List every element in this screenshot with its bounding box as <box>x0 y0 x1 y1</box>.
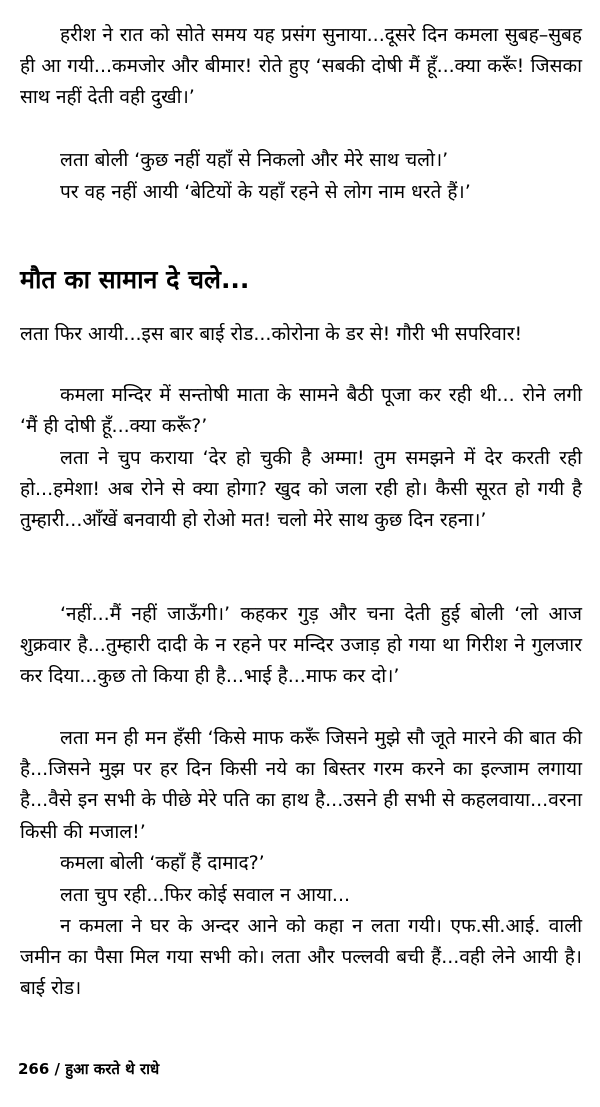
paragraph-body-1: लता फिर आयी...इस बार बाई रोड...कोरोना के डर से! गौरी भी सपरिवार! <box>20 323 523 345</box>
section-heading: मौत का सामान दे चले... <box>20 265 250 294</box>
paragraph-body-8: न कमला ने घर के अन्दर आने को कहा न लता गयी। एफ.सी.आई. वाली जमीन का पैसा मिल गया सभी को। लता और पल्लवी बची हैं...वही लेने आयी है। बाई रोड। <box>20 915 582 1000</box>
paragraph-body-3: लता ने चुप कराया ‘देर हो चुकी है अम्मा! तुम समझने में देर करती रही हो...हमेशा! अब रोने से क्या होगा? खुद को जला रही हो। कैसी सूरत हो गयी है तुम्हारी...आँखें बनवायी हो रोओ मत! चलो मेरे साथ कुछ दिन रहना।’ <box>20 447 582 532</box>
paragraph-body-4: ‘नहीं...मैं नहीं जाऊँगी।’ कहकर गुड़ और चना देती हुई बोली ‘लो आज शुक्रवार है...तुम्हारी दादी के न रहने पर मन्दिर उजाड़ हो गया था गिरीश ने गुलजार कर दिया...कुछ तो किया ही है...भाई है...माफ कर दो।’ <box>20 603 582 688</box>
paragraph-intro-3: पर वह नहीं आयी ‘बेटियों के यहाँ रहने से लोग नाम धरते हैं।’ <box>60 181 471 203</box>
paragraph-body-7: लता चुप रही...फिर कोई सवाल न आया... <box>60 884 351 906</box>
paragraph-intro-1: हरीश ने रात को सोते समय यह प्रसंग सुनाया...दूसरे दिन कमला सुबह–सुबह ही आ गयी...कमजोर और बीमार! रोते हुए ‘सबकी दोषी मैं हूँ...क्या करूँ! जिसका साथ नहीं देती वही दुखी।’ <box>20 24 582 109</box>
paragraph-body-6: कमला बोली ‘कहाँ हैं दामाद?’ <box>60 852 265 874</box>
paragraph-body-5: लता मन ही मन हँसी ‘किसे माफ करूँ जिसने मुझे सौ जूते मारने की बात की है...जिसने मुझ पर हर दिन किसी नये का बिस्तर गरम करने का इल्जाम लगाया है...वैसे इन सभी के पीछे मेरे पति का हाथ है...उसने ही सभी से कहलवाया...वरना किसी की मजाल!’ <box>20 727 582 843</box>
page-footer: 266 / हुआ करते थे राधे <box>18 1060 160 1078</box>
paragraph-intro-2: लता बोली ‘कुछ नहीं यहाँ से निकलो और मेरे साथ चलो।’ <box>60 149 449 171</box>
paragraph-body-2: कमला मन्दिर में सन्तोषी माता के सामने बैठी पूजा कर रही थी... रोने लगी ‘मैं ही दोषी हूँ...क्या करूँ?’ <box>20 384 582 438</box>
